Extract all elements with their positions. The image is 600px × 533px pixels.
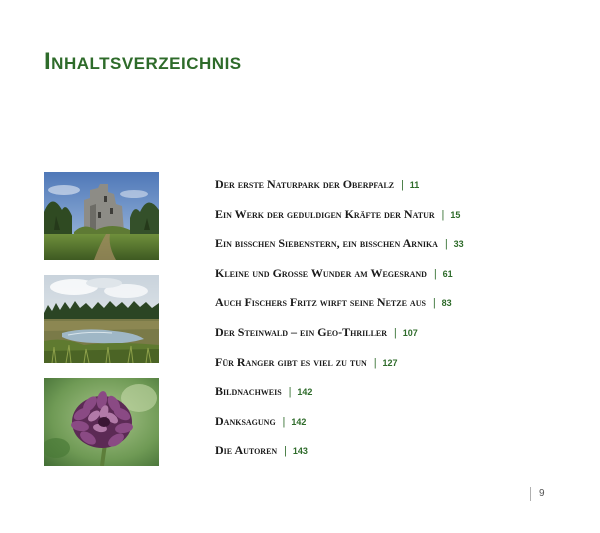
toc-list xyxy=(215,174,585,470)
toc-entry[interactable] xyxy=(215,352,585,382)
purple-flower-photo xyxy=(44,378,159,466)
toc-entry[interactable] xyxy=(215,440,585,470)
toc-page-number: 107 xyxy=(402,327,418,338)
toc-page-number: 143 xyxy=(292,446,308,457)
toc-entry[interactable] xyxy=(215,233,585,263)
toc-entry-title: Danksagung xyxy=(215,413,276,428)
toc-page-number: 33 xyxy=(453,239,464,250)
toc-entry-title: Auch Fischers Fritz wirft seine Netze aus xyxy=(215,295,426,310)
page-title: Inhaltsverzeichnis xyxy=(44,48,242,75)
toc-page-number: 142 xyxy=(297,387,313,398)
toc-page-number: 11 xyxy=(409,180,420,190)
toc-entry[interactable] xyxy=(215,381,585,411)
toc-page-number: 142 xyxy=(291,416,307,427)
toc-entry[interactable] xyxy=(215,292,585,322)
folio-divider xyxy=(530,487,531,501)
toc-separator: | xyxy=(433,265,437,280)
toc-entry-title: Der erste Naturpark der Oberpfalz xyxy=(215,177,395,191)
toc-separator: | xyxy=(282,413,286,428)
castle-ruin-photo xyxy=(44,172,159,260)
toc-page-number: 15 xyxy=(450,209,461,220)
toc-separator: | xyxy=(444,236,448,251)
toc-entry-title: Die Autoren xyxy=(215,443,278,458)
toc-separator: | xyxy=(284,443,287,458)
toc-separator: | xyxy=(394,324,397,339)
toc-entry[interactable] xyxy=(215,322,585,352)
toc-entry-title: Kleine und Grosse Wunder am Wegesrand xyxy=(215,265,427,280)
toc-entry-title: Ein bisschen Siebenstern, ein bisschen Arnika xyxy=(215,236,438,251)
toc-entry-title: Bildnachweis xyxy=(215,384,282,399)
toc-page-number: 127 xyxy=(382,357,398,368)
toc-page-number: 83 xyxy=(441,298,452,309)
toc-entry[interactable] xyxy=(215,263,585,293)
toc-page-number: 61 xyxy=(442,268,453,279)
toc-entry[interactable] xyxy=(215,204,585,234)
toc-separator: | xyxy=(401,177,404,191)
toc-separator: | xyxy=(288,384,292,399)
toc-entry-title: Ein Werk der geduldigen Kräfte der Natur xyxy=(215,206,435,221)
toc-entry-title: Der Steinwald – ein Geo-Thriller xyxy=(215,324,388,339)
toc-entry[interactable] xyxy=(215,174,585,204)
wetland-photo xyxy=(44,275,159,363)
toc-separator: | xyxy=(432,295,436,310)
toc-separator: | xyxy=(373,354,377,369)
toc-entry-title: Für Ranger gibt es viel zu tun xyxy=(215,354,367,369)
page-number: 9 xyxy=(539,488,545,499)
toc-entry[interactable] xyxy=(215,411,585,441)
toc-separator: | xyxy=(441,206,445,221)
